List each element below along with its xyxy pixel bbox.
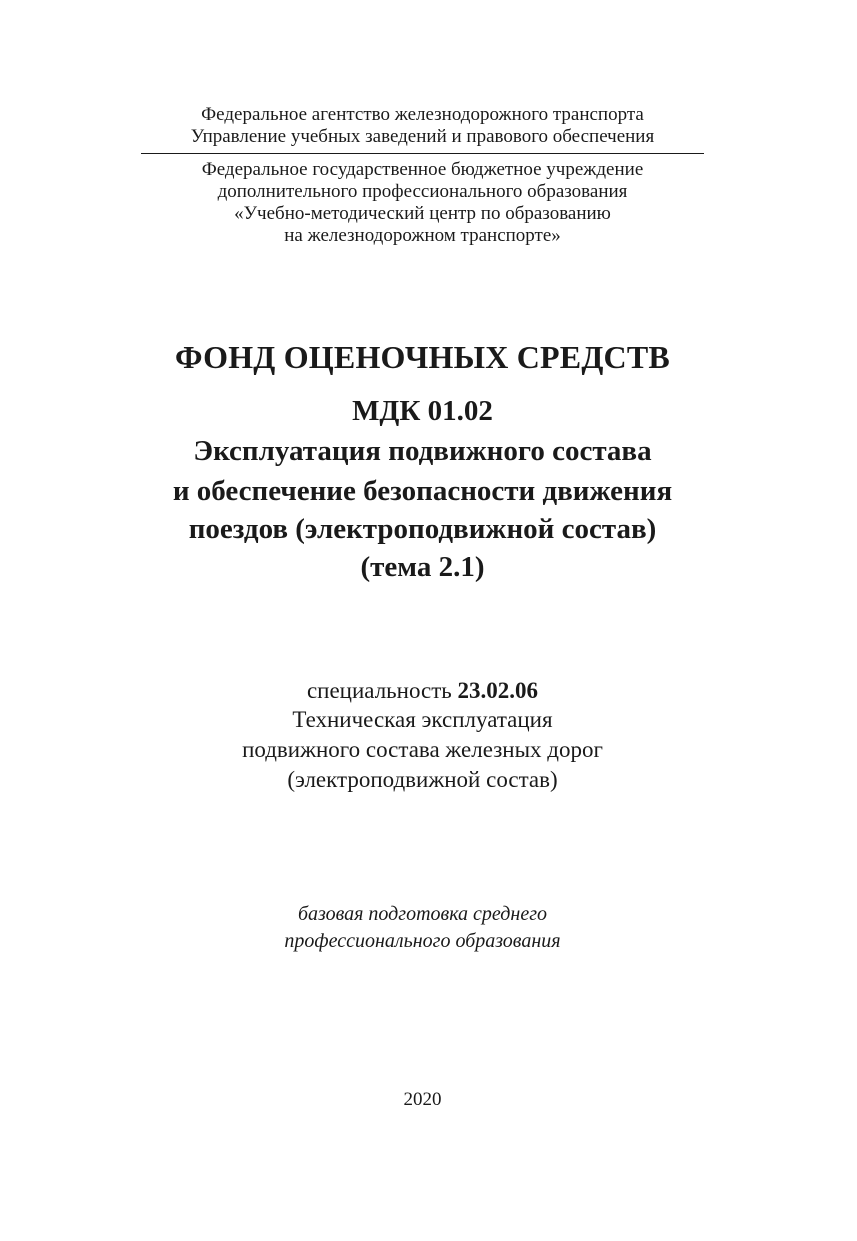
specialty-heading [0,676,845,705]
module-title-line-2: и обеспечение безопасности движения [172,475,673,507]
specialty-line-1: Техническая эксплуатация [292,707,553,732]
module-code: МДК 01.02 [352,395,493,427]
education-level-line-1: базовая подготовка среднего [297,903,548,925]
module-title-line-3: поездов (электроподвижной состав) [188,513,657,545]
institution-line-4: на железнодорожном транспорте» [284,225,561,246]
department-name: Управление учебных заведений и правового обеспечения [190,126,655,147]
institution-line-3: «Учебно-методический центр по образованию [234,203,611,224]
education-level-line-2: профессионального образования [284,930,561,952]
agency-name: Федеральное агентство железнодорожного транспорта [201,104,644,125]
publication-year: 2020 [403,1089,442,1110]
module-title-line-1: Эксплуатация подвижного состава [193,435,652,467]
specialty-label: специальность [306,678,458,703]
header-divider [141,153,704,154]
institution-line-2: дополнительного профессионального образования [217,181,628,202]
specialty-line-3: (электроподвижной состав) [287,767,558,792]
module-topic: (тема 2.1) [360,551,485,583]
specialty-code: 23.02.06 [457,678,539,703]
specialty-line-2: подвижного состава железных дорог [242,737,603,762]
institution-line-1: Федеральное государственное бюджетное учреждение [201,159,644,180]
document-title: ФОНД ОЦЕНОЧНЫХ СРЕДСТВ [175,339,670,375]
